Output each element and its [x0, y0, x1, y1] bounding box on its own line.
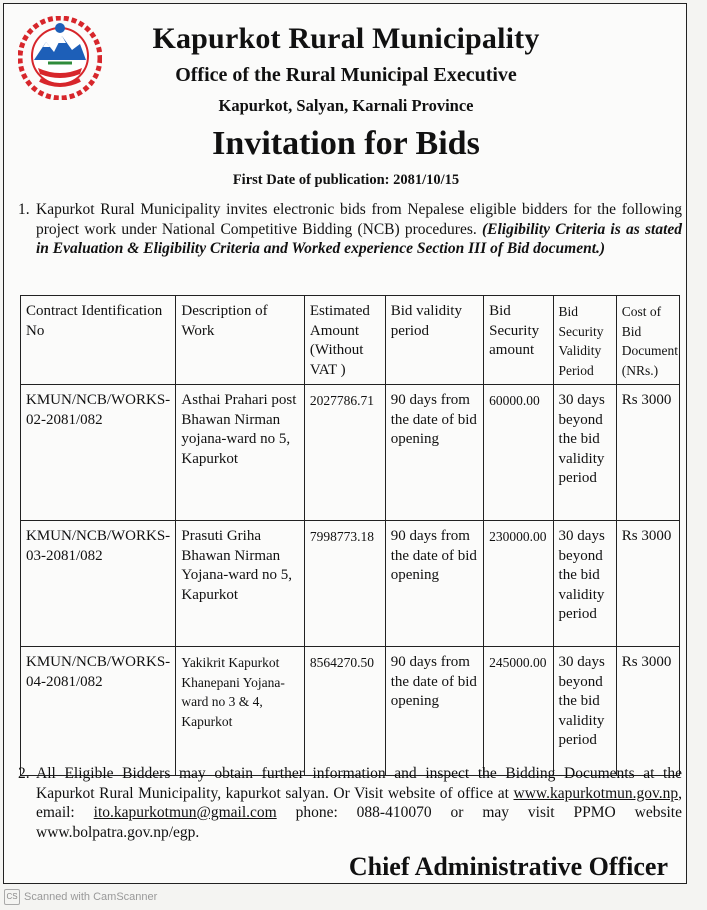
document-cost-cell: Rs 3000: [616, 521, 679, 647]
estimated-amount-cell: 2027786.71: [304, 385, 385, 521]
contact-text: phone: 088-410070 or may visit PPMO website www.bolpatra.gov.np/egp.: [36, 804, 682, 841]
eligibility-note: (Eligibility Criteria is as stated in Evaluation & Eligibility Criteria and Worked experience Section III of Bid document.): [36, 220, 683, 257]
publication-date: First Date of publication: 2081/10/15: [232, 172, 460, 188]
notice-document: [3, 3, 687, 884]
column-header: Description of Work: [176, 296, 304, 385]
security-validity-cell: 30 days beyond the bid validity period: [553, 521, 616, 647]
notice-title: Invitation for Bids: [212, 125, 480, 162]
municipality-title: Kapurkot Rural Municipality: [152, 22, 540, 55]
column-header: Bid Security amount: [484, 296, 553, 385]
camscanner-icon: CS: [4, 889, 20, 905]
column-header: Cost of Bid Document (NRs.): [616, 296, 679, 385]
bid-security-cell: 245000.00: [484, 647, 553, 776]
paragraph-2-text: All Eligible Bidders may obtain further information and inspect the Bidding Documents at the Kapurkot Rural Municipality, kapurkot salyan. Or Visit website of office at: [36, 765, 682, 802]
paragraph-1: [18, 200, 682, 259]
bid-validity-cell: 90 days from the date of bid opening: [385, 647, 483, 776]
estimated-amount-cell: 8564270.50: [304, 647, 385, 776]
table-row: [21, 385, 680, 521]
email-link[interactable]: ito.kapurkotmun@gmail.com: [93, 804, 277, 821]
bid-validity-cell: 90 days from the date of bid opening: [385, 521, 483, 647]
contract-id-cell: KMUN/NCB/WORKS-02-2081/082: [21, 385, 176, 521]
table-header-row: [21, 296, 680, 385]
bids-table: [20, 295, 680, 776]
watermark-text: Scanned with CamScanner: [24, 891, 158, 903]
description-cell: Prasuti Griha Bhawan Nirman Yojana-ward no 5, Kapurkot: [176, 521, 304, 647]
scanner-watermark: [4, 889, 157, 905]
paragraph-2: [18, 764, 682, 842]
document-cost-cell: Rs 3000: [616, 647, 679, 776]
column-header: Bid validity period: [385, 296, 483, 385]
contract-id-cell: KMUN/NCB/WORKS-04-2081/082: [21, 647, 176, 776]
column-header: Estimated Amount (Without VAT ): [304, 296, 385, 385]
table-row: [21, 521, 680, 647]
paragraph-1-text: Kapurkot Rural Municipality invites electronic bids from Nepalese eligible bidders for the following project work under National Competitive Bidding (NCB) procedures.: [36, 201, 682, 238]
signature-title: Chief Administrative Officer: [348, 852, 668, 881]
document-cost-cell: Rs 3000: [616, 385, 679, 521]
description-cell: Yakikrit Kapurkot Khanepani Yojana-ward no 3 & 4, Kapurkot: [176, 647, 304, 776]
office-subtitle: Office of the Rural Municipal Executive: [175, 64, 517, 86]
description-cell: Asthai Prahari post Bhawan Nirman yojana-ward no 5, Kapurkot: [176, 385, 304, 521]
website-link[interactable]: www.kapurkotmun.gov.np: [513, 784, 679, 802]
column-header: Bid Security Validity Period: [553, 296, 616, 385]
column-header: Contract Identification No: [21, 296, 176, 385]
estimated-amount-cell: 7998773.18: [304, 521, 385, 647]
table-row: [21, 647, 680, 776]
security-validity-cell: 30 days beyond the bid validity period: [553, 385, 616, 521]
security-validity-cell: 30 days beyond the bid validity period: [553, 647, 616, 776]
bid-validity-cell: 90 days from the date of bid opening: [385, 385, 483, 521]
paragraph-number: 2.: [18, 765, 30, 782]
bid-security-cell: 230000.00: [484, 521, 553, 647]
contract-id-cell: KMUN/NCB/WORKS-03-2081/082: [21, 521, 176, 647]
email-label: , email:: [36, 784, 682, 821]
bid-security-cell: 60000.00: [484, 385, 553, 521]
paragraph-number: 1.: [18, 201, 30, 218]
address-line: Kapurkot, Salyan, Karnali Province: [218, 96, 474, 115]
